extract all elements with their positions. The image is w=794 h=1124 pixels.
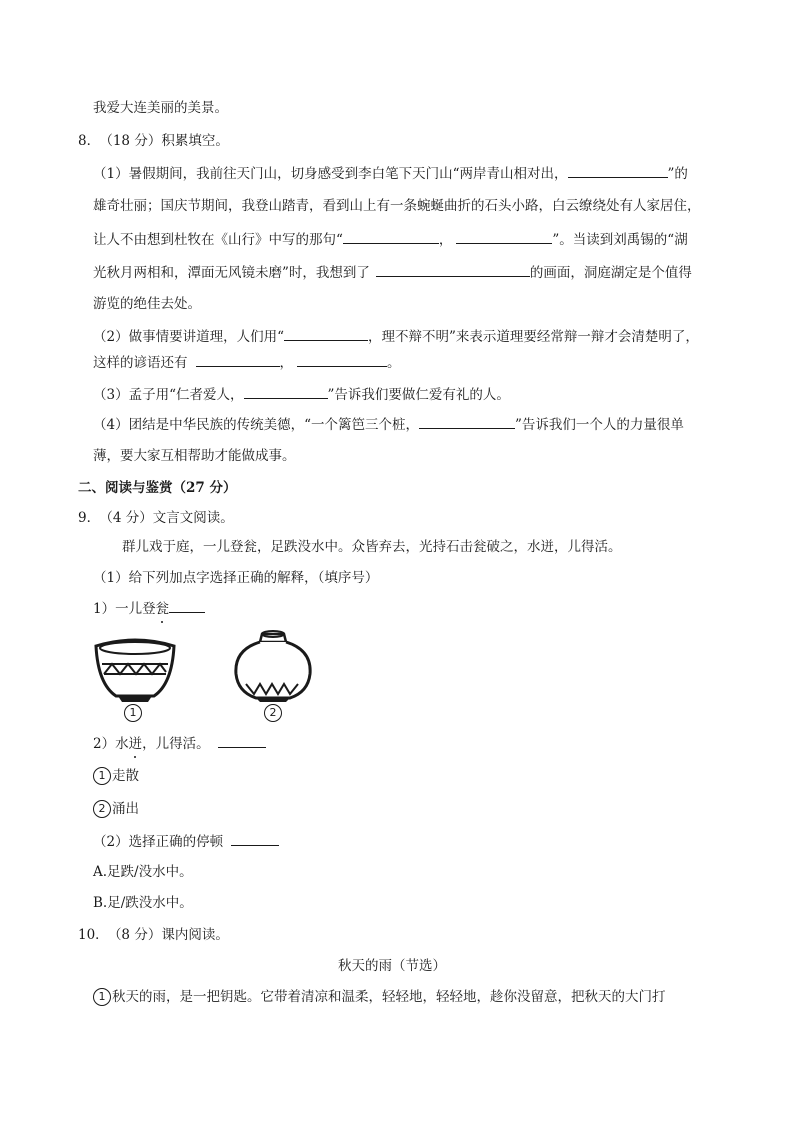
text: （3）孟子用“仁者爱人， bbox=[93, 387, 244, 403]
text: 的画面，洞庭湖定是个值得 bbox=[529, 265, 692, 281]
figure-label-1 bbox=[124, 703, 143, 723]
text: 让人不由想到杜牧在《山行》中写的那句“ bbox=[93, 232, 343, 248]
q8-2-line-a bbox=[93, 326, 699, 347]
option-a: A.足跌/没水中。 bbox=[93, 864, 193, 880]
q8-1-line-c bbox=[93, 229, 688, 250]
q9-1-2 bbox=[93, 733, 266, 754]
question-9-header bbox=[78, 508, 234, 528]
text: 2）水 bbox=[93, 736, 129, 752]
answer-blank[interactable] bbox=[196, 352, 280, 367]
answer-blank[interactable] bbox=[244, 384, 328, 399]
text: 光秋月两相和，潭面无风镜未磨”时，我想到了 bbox=[93, 265, 370, 281]
text: 1）一儿登 bbox=[93, 601, 156, 617]
q8-1-line-e: 游览的绝佳去处。 bbox=[93, 296, 201, 312]
q9-1-1 bbox=[93, 598, 205, 619]
q9-1-prompt: （1）给下列加点字选择正确的解释，（填序号） bbox=[93, 570, 379, 586]
option-1 bbox=[93, 766, 139, 786]
question-number: 10． bbox=[78, 927, 109, 943]
text: （2）选择正确的停顿 bbox=[93, 834, 224, 850]
q8-2-line-b bbox=[93, 352, 401, 373]
question-title: （4 分）文言文阅读。 bbox=[106, 510, 234, 526]
text: 秋天的雨，是一把钥匙。它带着清凉和温柔，轻轻地，轻轻地，趁你没留意，把秋天的大门打 bbox=[112, 989, 666, 1005]
text: ”的 bbox=[667, 166, 688, 182]
text-line: 我爱大连美丽的美景。 bbox=[93, 100, 228, 116]
question-number: 8． bbox=[78, 133, 101, 149]
text: ”告诉我们要做仁爱有礼的人。 bbox=[327, 387, 510, 403]
question-number: 9． bbox=[78, 510, 101, 526]
answer-blank[interactable] bbox=[419, 414, 515, 429]
text: （1）暑假期间，我前往天门山，切身感受到李白笔下天门山“两岸青山相对出， bbox=[93, 166, 568, 182]
text: ， bbox=[438, 232, 453, 248]
text: ，儿得活。 bbox=[142, 736, 210, 752]
question-8-header bbox=[78, 131, 229, 151]
q8-1-line-b: 雄奇壮丽；国庆节期间，我登山踏青，看到山上有一条蜿蜒曲折的石头小路，白云缭绕处有人家居住， bbox=[93, 198, 701, 214]
answer-blank[interactable] bbox=[568, 163, 668, 178]
dotted-char: 迸 bbox=[128, 736, 143, 752]
option-text: 涌出 bbox=[112, 801, 139, 817]
question-title: （18 分）积累填空。 bbox=[106, 133, 229, 149]
text: （2）做事情要讲道理，人们用“ bbox=[93, 329, 284, 345]
question-title: （8 分）课内阅读。 bbox=[114, 927, 229, 943]
q9-2-prompt bbox=[93, 831, 279, 852]
classical-text: 群儿戏于庭，一儿登瓮，足跌没水中。众皆弃去，光持石击瓮破之，水迸，儿得活。 bbox=[122, 539, 622, 555]
answer-blank[interactable] bbox=[218, 733, 266, 748]
figure-label-2 bbox=[264, 703, 283, 723]
option-b: B.足/跌没水中。 bbox=[93, 895, 193, 911]
passage-paragraph-1 bbox=[93, 987, 666, 1007]
text: 。 bbox=[387, 355, 401, 371]
circled-number: 1 bbox=[93, 988, 111, 1006]
passage-title: 秋天的雨（节选） bbox=[338, 958, 446, 974]
text: ”告诉我们一个人的力量很单 bbox=[515, 417, 684, 433]
answer-blank[interactable] bbox=[456, 229, 552, 244]
text: ，理不辩不明”来表示道理要经常辩一辩才会清楚明了， bbox=[368, 329, 699, 345]
answer-blank[interactable] bbox=[297, 352, 387, 367]
text: （4）团结是中华民族的传统美德，“一个篱笆三个桩， bbox=[93, 417, 419, 433]
answer-blank[interactable] bbox=[169, 598, 205, 613]
circled-number: 1 bbox=[124, 704, 142, 722]
answer-blank[interactable] bbox=[343, 229, 439, 244]
answer-blank[interactable] bbox=[231, 831, 279, 846]
q8-4-line-b: 薄，要大家互相帮助才能做成事。 bbox=[93, 448, 296, 464]
answer-blank[interactable] bbox=[284, 326, 368, 341]
option-text: 走散 bbox=[112, 768, 139, 784]
q8-1-line-a bbox=[93, 163, 688, 184]
text: ， bbox=[279, 355, 293, 371]
text: 这样的谚语还有 bbox=[93, 355, 188, 371]
circled-number: 2 bbox=[264, 704, 282, 722]
question-10-header bbox=[78, 925, 229, 945]
dotted-char: 瓮 bbox=[155, 601, 170, 617]
q8-1-line-d bbox=[93, 262, 692, 283]
q8-4-line-a bbox=[93, 414, 684, 435]
q8-3-line bbox=[93, 384, 510, 405]
answer-blank[interactable] bbox=[376, 262, 530, 277]
option-2 bbox=[93, 799, 139, 819]
text: ”。当读到刘禹锡的“湖 bbox=[552, 232, 688, 248]
section-2-title: 二、阅读与鉴赏（27 分） bbox=[78, 480, 237, 496]
circled-number: 2 bbox=[93, 800, 111, 818]
circled-number: 1 bbox=[93, 767, 111, 785]
